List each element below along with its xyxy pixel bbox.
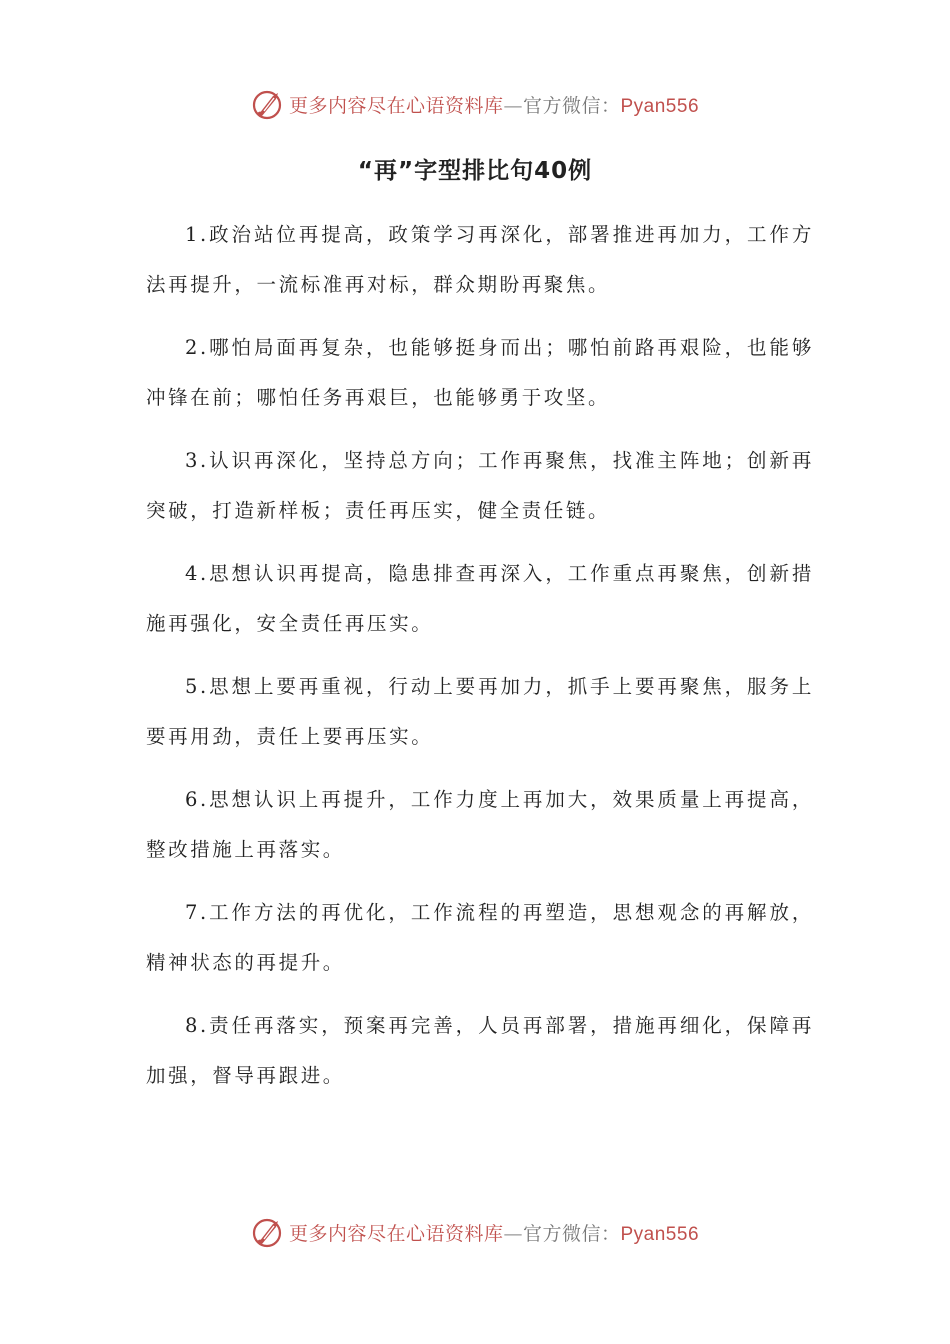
watermark-text	[289, 91, 699, 118]
watermark-wechat-id: Pyan556	[620, 1223, 700, 1245]
pen-nib-circle-icon	[251, 87, 285, 121]
watermark-wechat-id: Pyan556	[620, 95, 700, 117]
paragraph-5: 5.思想上要再重视，行动上要再加力，抓手上要再聚焦，服务上要再用劲，责任上要再压实。	[146, 675, 814, 748]
watermark-dash: —	[503, 94, 523, 117]
watermark-wechat-label: 官方微信：	[522, 94, 621, 117]
header-watermark-banner	[0, 84, 950, 124]
watermark-wechat-label: 官方微信：	[522, 1222, 621, 1245]
paragraph-7: 7.工作方法的再优化，工作流程的再塑造，思想观念的再解放，精神状态的再提升。	[146, 901, 814, 974]
footer-watermark-banner	[0, 1212, 950, 1252]
watermark-dash: —	[503, 1222, 523, 1245]
paragraph-8: 8.责任再落实，预案再完善，人员再部署，措施再细化，保障再加强，督导再跟进。	[146, 1014, 814, 1087]
watermark-site-text: 更多内容尽在心语资料库	[288, 1222, 504, 1245]
pen-nib-circle-icon	[251, 1215, 285, 1249]
paragraph-2: 2.哪怕局面再复杂，也能够挺身而出；哪怕前路再艰险，也能够冲锋在前；哪怕任务再艰巨，也能够勇于攻坚。	[146, 336, 814, 409]
paragraph-1: 1.政治站位再提高，政策学习再深化，部署推进再加力，工作方法再提升，一流标准再对标，群众期盼再聚焦。	[146, 223, 814, 296]
paragraph-3: 3.认识再深化，坚持总方向；工作再聚焦，找准主阵地；创新再突破，打造新样板；责任再压实，健全责任链。	[146, 449, 814, 522]
paragraph-4: 4.思想认识再提高，隐患排查再深入，工作重点再聚焦，创新措施再强化，安全责任再压实。	[146, 562, 814, 635]
paragraph-6: 6.思想认识上再提升，工作力度上再加大，效果质量上再提高，整改措施上再落实。	[146, 788, 814, 861]
document-body	[146, 210, 814, 1114]
watermark-site-text: 更多内容尽在心语资料库	[288, 94, 504, 117]
watermark-text	[289, 1219, 699, 1246]
document-title: “再”字型排比句40例	[357, 158, 593, 184]
